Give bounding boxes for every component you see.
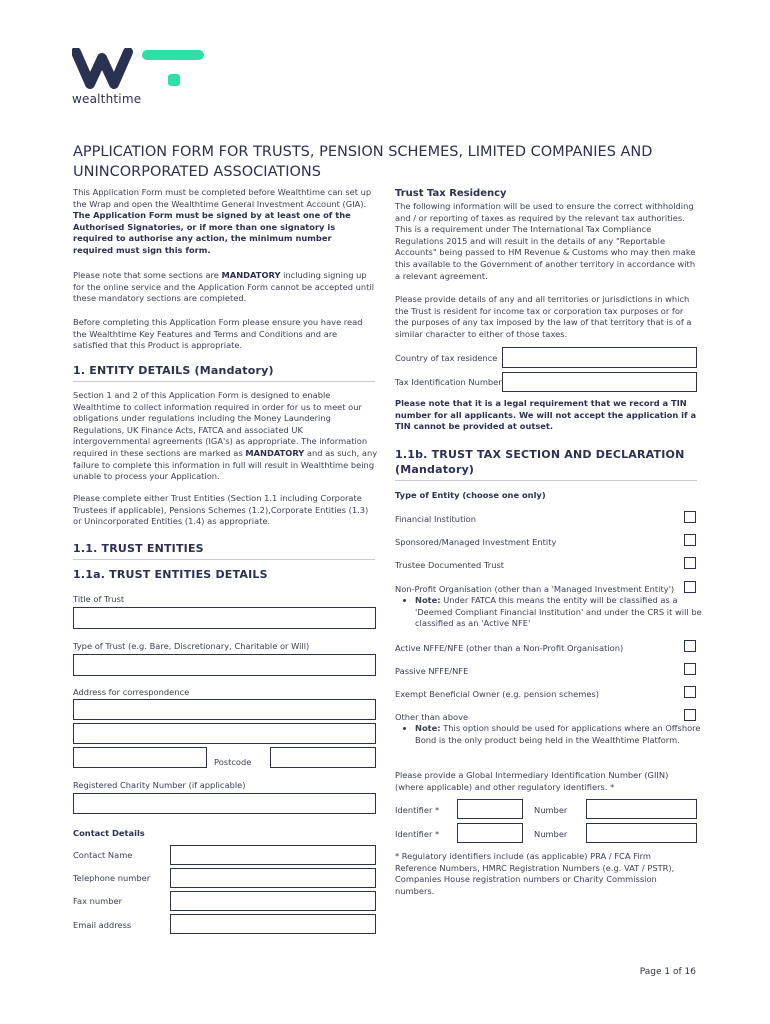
option-sponsored-entity-label: Sponsored/Managed Investment Entity — [395, 537, 557, 547]
option-other-label: Other than above — [395, 712, 469, 722]
page-number: Page 1 of 16 — [639, 967, 696, 977]
fax-input[interactable] — [170, 891, 376, 911]
type-of-trust-label: Type of Trust (e.g. Bare, Discretionary, Charitable or Will) — [73, 641, 310, 651]
option-other-checkbox[interactable] — [684, 709, 696, 721]
email-label: Email address — [73, 920, 132, 930]
section-1-paragraph-2: Please complete either Trust Entities (Section 1.1 including Corporate Trustees if applicable), Pensions Schemes (1.2),Corporate Entities (1.3) or Unincorporated Entities (1.4) as appropriate. — [73, 493, 369, 527]
number-2-label: Number — [534, 829, 568, 839]
divider — [73, 381, 375, 382]
telephone-label: Telephone number — [73, 873, 151, 883]
divider — [73, 559, 375, 560]
option-financial-institution-checkbox[interactable] — [684, 511, 696, 523]
type-of-trust-input[interactable] — [73, 654, 376, 676]
identifier-1-label: Identifier * — [395, 805, 440, 815]
title-of-trust-label: Title of Trust — [73, 594, 125, 604]
option-passive-nffe-label: Passive NFFE/NFE — [395, 666, 469, 676]
telephone-input[interactable] — [170, 868, 376, 888]
tax-residency-paragraph-1: The following information will be used to ensure the correct withholding and / or reporting of taxes as required by the relevant tax authorities. This is a requirement under The International Tax Compliance Regulations 2015 and will result in the details of any "Reportable Accounts" being passed to HM Revenue & Customs who may then make this available to the Government of another territory in accordance with a relevant agreement. — [395, 201, 696, 281]
fax-label: Fax number — [73, 896, 123, 906]
charity-number-label: Registered Charity Number (if applicable) — [73, 780, 246, 790]
address-label: Address for correspondence — [73, 687, 190, 697]
contact-name-input[interactable] — [170, 845, 376, 865]
tin-input[interactable] — [502, 372, 697, 392]
option-trustee-documented-checkbox[interactable] — [684, 557, 696, 569]
contact-details-heading: Contact Details — [73, 828, 145, 838]
address-line-3-input[interactable] — [73, 747, 207, 768]
entity-type-label: Type of Entity (choose one only) — [395, 490, 546, 500]
identifier-1-input[interactable] — [457, 799, 523, 819]
non-profit-note: • Note: Under FATCA this means the entity will be classified as a 'Deemed Compliant Financial Institution' and under the CRS it will be classified as an 'Active NFE' — [395, 595, 705, 630]
logo-wordmark: wealthtime — [72, 92, 142, 106]
option-financial-institution-label: Financial Institution — [395, 514, 476, 524]
section-1-heading: 1. ENTITY DETAILS (Mandatory) — [73, 364, 274, 377]
page-title: APPLICATION FORM FOR TRUSTS, PENSION SCHEMES, LIMITED COMPANIES AND UNINCORPORATED ASSOCIATIONS — [73, 144, 653, 180]
option-active-nffe-checkbox[interactable] — [684, 640, 696, 652]
other-note: • Note: This option should be used for applications where an Offshore Bond is the only product being held in the Wealthtime Platform. — [395, 723, 705, 746]
address-line-2-input[interactable] — [73, 723, 376, 744]
country-of-tax-residence-label: Country of tax residence — [395, 353, 498, 363]
option-active-nffe-label: Active NFFE/NFE (other than a Non-Profit Organisation) — [395, 643, 624, 653]
section-1-1a-heading: 1.1a. TRUST ENTITIES DETAILS — [73, 568, 268, 581]
option-sponsored-entity-checkbox[interactable] — [684, 534, 696, 546]
tin-label: Tax Identification Number — [395, 377, 502, 387]
logo-mark-icon — [72, 48, 212, 90]
intro-paragraph-1: This Application Form must be completed before Wealthtime can set up the Wrap and open the Wealthtime General Investment Account (GIA). The Application Form must be signed by at least one of the Authorised Signatories, or if more than one signatory is required to authorise any action, the minimum number required must sign this form. — [73, 187, 372, 255]
option-non-profit-label: Non-Profit Organisation (other than a 'Managed Investment Entity') — [395, 584, 675, 594]
number-2-input[interactable] — [586, 823, 697, 843]
giin-instructions: Please provide a Global Intermediary Identification Number (GIIN) (where applicable) and other regulatory identifiers. * — [395, 770, 669, 792]
divider — [395, 480, 697, 481]
tax-residency-paragraph-2: Please provide details of any and all territories or jurisdictions in which the Trust is resident for income tax or corporation tax purposes or for the purposes of any tax imposed by the law of that territory that is of a similar character to either of those taxes. — [395, 294, 692, 339]
contact-name-label: Contact Name — [73, 850, 133, 860]
identifier-2-label: Identifier * — [395, 829, 440, 839]
section-1-paragraph-1: Section 1 and 2 of this Application Form is designed to enable Wealthtime to collect information required in order for us to meet our obligations under regulations including the Money Laundering Regulations, UK Finance Acts, FATCA and associated UK intergovernmental agreements (IGA's) as appropriate. The information required in these sections are marked as MANDATORY and as such, any failure to complete this information in full will result in Wealthtime being unable to process your Application. — [73, 390, 378, 482]
identifier-2-input[interactable] — [457, 823, 523, 843]
section-1-1-heading: 1.1. TRUST ENTITIES — [73, 542, 204, 555]
address-line-1-input[interactable] — [73, 699, 376, 720]
option-trustee-documented-label: Trustee Documented Trust — [395, 560, 505, 570]
number-1-input[interactable] — [586, 799, 697, 819]
section-1-1b-heading: 1.1b. TRUST TAX SECTION AND DECLARATION (Mandatory) — [395, 448, 685, 476]
intro-paragraph-2: Please note that some sections are MANDATORY including signing up for the online service and the Application Form cannot be accepted until these mandatory sections are completed. — [73, 270, 374, 304]
tin-legal-note: Please note that it is a legal requirement that we record a TIN number for all applicants. We will not accept the application if a TIN cannot be provided at outset. — [395, 398, 697, 432]
number-1-label: Number — [534, 805, 568, 815]
charity-number-input[interactable] — [73, 793, 376, 814]
option-passive-nffe-checkbox[interactable] — [684, 663, 696, 675]
postcode-label: Postcode — [214, 757, 252, 767]
regulatory-identifiers-footnote: * Regulatory identifiers include (as applicable) PRA / FCA Firm Reference Numbers, HMRC Registration Numbers (e.g. VAT / PSTR), Companies House registration numbers or Charity Commission numbers. — [395, 851, 675, 896]
postcode-input[interactable] — [270, 747, 376, 768]
email-input[interactable] — [170, 914, 376, 934]
title-of-trust-input[interactable] — [73, 607, 376, 629]
wealthtime-logo — [72, 48, 212, 94]
intro-paragraph-3: Before completing this Application Form please ensure you have read the Wealthtime Key Features and Terms and Conditions and are satisfied that this Product is appropriate. — [73, 317, 363, 351]
option-exempt-owner-label: Exempt Beneficial Owner (e.g. pension schemes) — [395, 689, 599, 699]
country-of-tax-residence-input[interactable] — [502, 347, 697, 368]
option-non-profit-checkbox[interactable] — [684, 581, 696, 593]
option-exempt-owner-checkbox[interactable] — [684, 686, 696, 698]
tax-residency-heading: Trust Tax Residency — [395, 188, 507, 199]
